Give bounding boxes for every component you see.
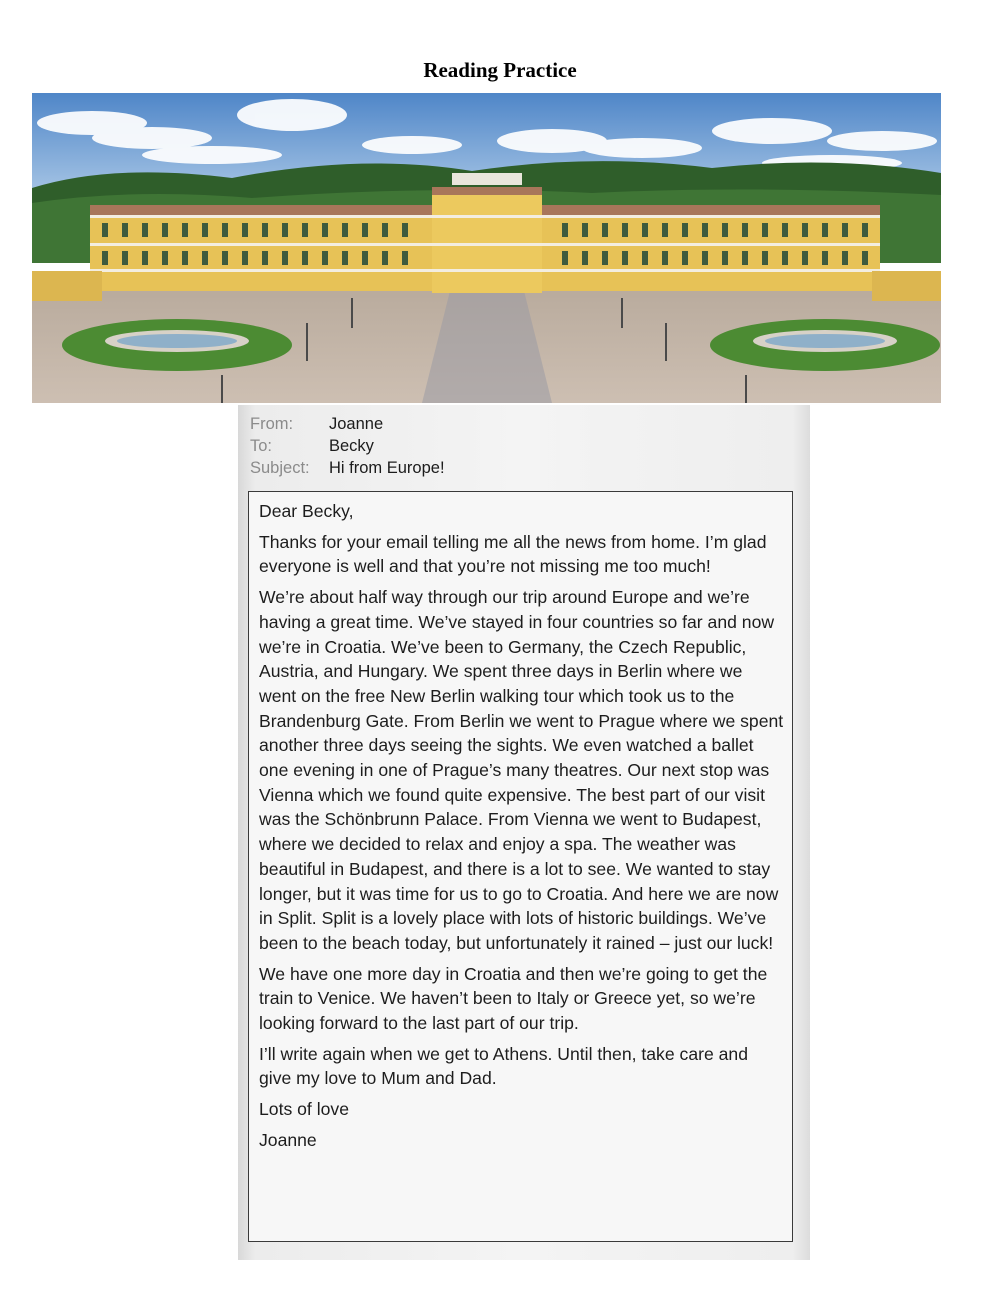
from-label: From: bbox=[250, 415, 294, 433]
subject-label: Subject: bbox=[250, 459, 310, 477]
page-title: Reading Practice bbox=[423, 58, 577, 82]
email-paragraph: We have one more day in Croatia and then we’re going to get the train to Venice. We haven’t been to Italy or Greece yet, so we’re looking forward to the last part of our trip. bbox=[259, 963, 768, 1034]
email-closing: Lots of love bbox=[259, 1099, 349, 1120]
email-body bbox=[259, 499, 784, 1159]
from-value: Joanne bbox=[329, 415, 384, 433]
email-paragraph: I’ll write again when we get to Athens. Until then, take care and give my love to Mum and Dad. bbox=[259, 1043, 748, 1089]
to-row bbox=[250, 436, 374, 456]
to-label: To: bbox=[250, 437, 273, 455]
palace-photo bbox=[32, 93, 941, 403]
email-printout bbox=[238, 405, 810, 1260]
email-body-box bbox=[248, 491, 793, 1242]
email-signature: Joanne bbox=[259, 1129, 317, 1150]
subject-value: Hi from Europe! bbox=[329, 459, 445, 477]
email-paragraph: Thanks for your email telling me all the news from home. I’m glad everyone is well and that you’re not missing me too much! bbox=[259, 531, 767, 577]
email-paragraph: We’re about half way through our trip around Europe and we’re having a great time. We’ve stayed in four countries so far and now we’re in Croatia. We’ve been to Germany, the Czech Republic, Austria, and Hungary. We spent three days in Berlin where we went on the free New Berlin walking tour which took us to the Brandenburg Gate. From Berlin we went to Prague where we spent another three days seeing the sights. We even watched a ballet one evening in one of Prague’s many theatres. Our next stop was Vienna which we found quite expensive. The best part of our visit was the Schönbrunn Palace. From Vienna we went to Budapest, where we decided to relax and enjoy a spa. The weather was beautiful in Budapest, and there is a lot to see. We wanted to stay longer, but it was time for us to go to Croatia. And here we are now in Split. Split is a lovely place with lots of historic buildings. We’ve been to the beach today, but unfortunately it rained – just our luck! bbox=[259, 587, 784, 953]
from-row bbox=[250, 414, 383, 434]
email-greeting: Dear Becky, bbox=[259, 501, 354, 521]
subject-row bbox=[250, 458, 445, 478]
to-value: Becky bbox=[329, 437, 374, 455]
